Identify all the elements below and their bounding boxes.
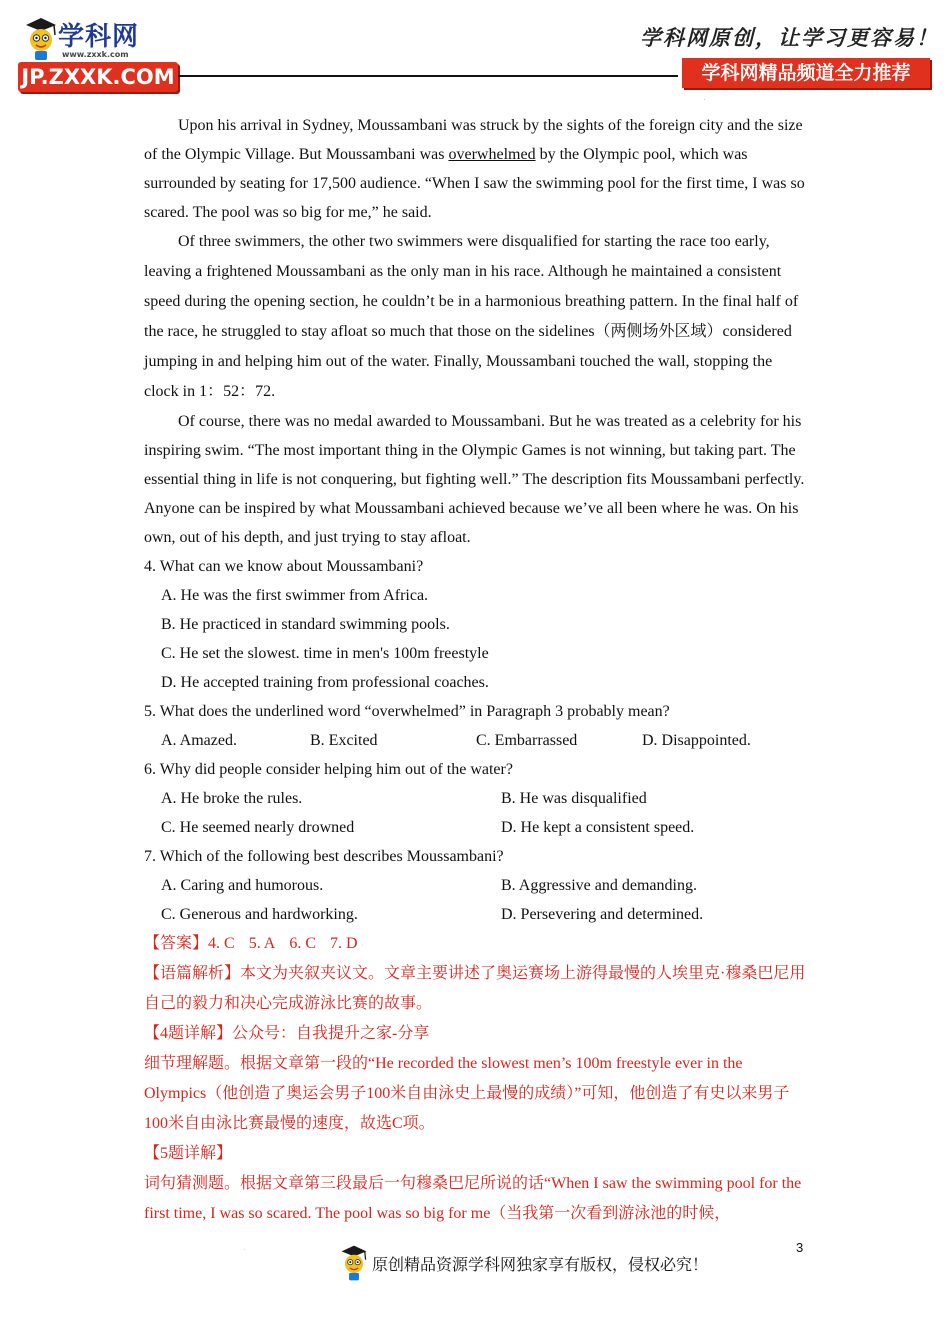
passage-analysis: 【语篇解析】本文为夹叙夹议文。文章主要讲述了奥运赛场上游得最慢的人埃里克·穆桑巴尼用自己的毅力和决心完成游泳比赛的故事。 [144,965,806,1013]
q4-detail-heading: 【4题详解】公众号：自我提升之家-分享 [144,1025,430,1043]
option-text: D. Disappointed. [642,732,751,749]
option-text: C. He set the slowest. time in men's 100m freestyle [161,645,489,662]
option-text: A. He was the first swimmer from Africa. [161,587,429,604]
option-text: C. Embarrassed [476,732,578,749]
option-text: B. Aggressive and demanding. [501,877,697,894]
answer-item: 7. D [330,935,358,952]
mascot-icon [338,1244,370,1282]
answer-options-row [144,726,808,755]
option-text: B. Excited [310,732,378,749]
option-text: D. He accepted training from professional coaches. [161,674,489,691]
document-body [144,111,808,1229]
option-text: C. He seemed nearly drowned [161,819,355,836]
answer-option [144,581,808,610]
option-text: D. Persevering and determined. [501,906,704,923]
underlined-word: overwhelmed [448,146,536,163]
q5-detail-heading: 【5题详解】 [144,1145,233,1163]
answer-options-row [144,813,808,842]
option-text: A. He broke the rules. [161,790,303,807]
passage-paragraph-1 [144,111,808,227]
answer-option [144,639,808,668]
answer-item: 6. C [289,935,317,952]
answer-item: 4. C [208,935,235,952]
passage-text: by the Olympic pool, which was surrounded by seating for 17,500 audience. “When I saw the swimming pool for the first time, I was so scared. The pool was so big for me,” he said. [144,146,805,221]
page-number: 3 [796,1240,804,1255]
q5-detail-body: 词句猜测题。根据文章第三段最后一句穆桑巴尼所说的话“When I saw the swimming pool for the first time, I was so scared. The pool was so big for me（当我第一次看到游泳池的时候， [144,1175,802,1223]
answer-options-row [144,871,808,900]
passage-text: Upon his arrival in Sydney, Moussambani was struck by the sights of the foreign city and the size of the Olympic Village. But Moussambani was [144,117,803,163]
footer-mark: . [244,1246,246,1252]
header-slogan: 学科网原创，让学习更容易！ [640,25,939,50]
header-divider [178,75,678,77]
answer-options-row [144,900,808,929]
option-text: B. He was disqualified [501,790,647,807]
question-stem: 4. What can we know about Moussambani? [144,558,424,575]
answer-mark: . [361,941,364,948]
mascot-icon [22,16,60,62]
answer-label: 【答案】 [144,935,209,952]
copyright-notice: 原创精品资源学科网独家享有版权，侵权必究！ [372,1257,709,1274]
answer-options-row [144,784,808,813]
question-stem: 6. Why did people consider helping him out of the water? [144,761,513,778]
answer-option [144,610,808,639]
question-stem: 5. What does the underlined word “overwhelmed” in Paragraph 3 probably mean? [144,703,670,720]
footer [338,1244,738,1284]
option-text: B. He practiced in standard swimming pools. [161,616,450,633]
header-mark: . [704,96,706,102]
question-stem: 7. Which of the following best describes Moussambani? [144,848,504,865]
answer-option [144,668,808,697]
header-banner: 学科网精品频道全力推荐 [682,58,930,88]
site-logo[interactable] [18,14,180,96]
answer-item: 5. A [248,935,276,952]
logo-brand-text: 学科网 [58,22,140,52]
option-text: A. Caring and humorous. [161,877,324,894]
answer-key [144,929,808,959]
passage-paragraph-2: Of three swimmers, the other two swimmers were disqualified for starting the race too early, leaving a frightened Moussambani as the only man in his race. Although he maintained a consistent speed during the opening section, he couldn’t be in a harmonious breathing pattern. In the final half of the race, he struggled to stay afloat so much that those on the sidelines（两侧场外区域）considered jumping in and helping him out of the water. Finally, Moussambani touched the wall, stopping the clock in 1：52：72. [144,233,799,400]
option-text: D. He kept a consistent speed. [501,819,695,836]
option-text: C. Generous and hardworking. [161,906,358,923]
logo-domain-box: JP.ZXXK.COM [18,62,178,92]
logo-url-text: www.zxxk.com [62,50,129,59]
passage-paragraph-3: Of course, there was no medal awarded to Moussambani. But he was treated as a celebrity for his inspiring swim. “The most important thing in the Olympic Games is not winning, but taking part. The essential thing in life is not conquering, but fighting well.” The description fits Moussambani perfectly. Anyone can be inspired by what Moussambani achieved because we’ve all been where he was. On his own, out of his depth, and just trying to stay afloat. [144,413,805,546]
option-text: A. Amazed. [161,732,237,749]
q4-detail-body: 细节理解题。根据文章第一段的“He recorded the slowest men’s 100m freestyle ever in the Olympics（他创造了奥运会男子100米自由泳史上最慢的成绩）”可知，他创造了有史以来男子100米自由泳比赛最慢的速度，故选C项。 [144,1055,790,1133]
